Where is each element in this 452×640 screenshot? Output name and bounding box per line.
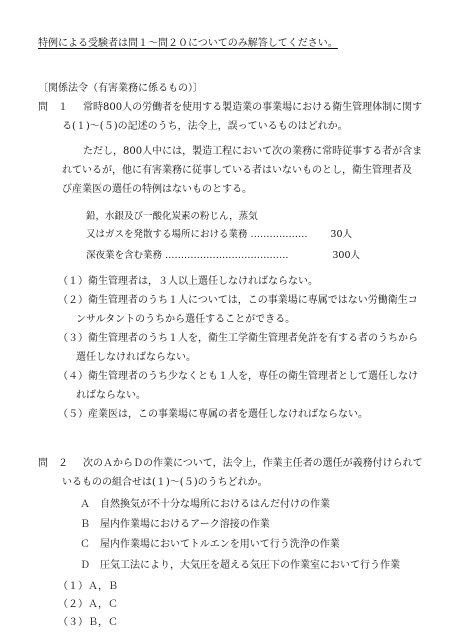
question-1-stem: る(１)～(５)の記述のうち，法令上，誤っているものはどれか。 [62, 121, 348, 132]
work-item: Ｄ 圧気工法により，大気圧を超える気圧下の作業室において行う作業 [80, 560, 400, 571]
hazardous-work-item: 鉛，水銀及び一酸化炭素の粉じん，蒸気 [86, 211, 258, 222]
worker-count: 300人 [332, 250, 360, 261]
answer-option: （２）衛生管理者のうち１人については，この事業場に専属ではない労働衛生コ [58, 295, 418, 306]
answer-option-continued: ればならない。 [76, 390, 146, 401]
question-1-note: れているが，他に有害業務に従事している者はいないものとし，衛生管理者及 [62, 165, 412, 176]
question-1-note: び産業医の選任の特例はないものとする。 [62, 184, 252, 195]
question-1-stem: 常時800人の労働者を使用する製造業の事業場における衛生管理体制に関す [83, 102, 423, 113]
worker-count: 30人 [330, 229, 352, 240]
question-1-label: 問 １ [38, 102, 68, 113]
work-item: Ａ 自然換気が不十分な場所におけるはんだ付けの作業 [80, 499, 330, 510]
question-1-note: ただし，800人中には，製造工程において次の業務に常時従事する者が含ま [83, 146, 423, 157]
answer-option: （３）衛生管理者のうち１人を，衛生工学衛生管理者免許を有する者のうちから [58, 333, 418, 344]
answer-option-continued: 選任しなければならない。 [76, 352, 196, 363]
question-2-label: 問 ２ [38, 458, 68, 469]
work-item: Ｃ 屋内作業場においてトルエンを用いて行う洗浄の作業 [80, 539, 340, 550]
answer-option: （４）衛生管理者のうち少なくとも１人を，専任の衛生管理者として選任しなけ [58, 371, 418, 382]
section-title: 〔関係法令（有害業務に係るもの）〕 [38, 83, 203, 94]
question-2-stem: いるものの組合せは(１)～(５)のうちどれか。 [62, 477, 268, 488]
hazardous-work-item: 又はガスを発散する場所における業務 ……………… [86, 229, 308, 240]
answer-option: （１）Ａ，Ｂ [58, 581, 118, 592]
answer-option-continued: ンサルタントのうちから選任することができる。 [76, 314, 296, 325]
special-candidate-notice: 特例による受験者は問１～問２０についてのみ解答してください。 [38, 38, 338, 49]
answer-option: （１）衛生管理者は，３人以上選任しなければならない。 [58, 276, 318, 287]
question-2-stem: 次のＡからＤの作業について，法令上，作業主任者の選任が義務付けられて [83, 458, 423, 469]
answer-option: （５）産業医は，この事業場に専属の者を選任しなければならない。 [58, 409, 368, 420]
work-item: Ｂ 屋内作業場におけるアーク溶接の作業 [80, 519, 270, 530]
answer-option: （３）Ｂ，Ｃ [58, 617, 118, 628]
answer-option: （２）Ａ，Ｃ [58, 599, 118, 610]
night-work-item: 深夜業を含む業務 ………………………………… [86, 250, 289, 261]
